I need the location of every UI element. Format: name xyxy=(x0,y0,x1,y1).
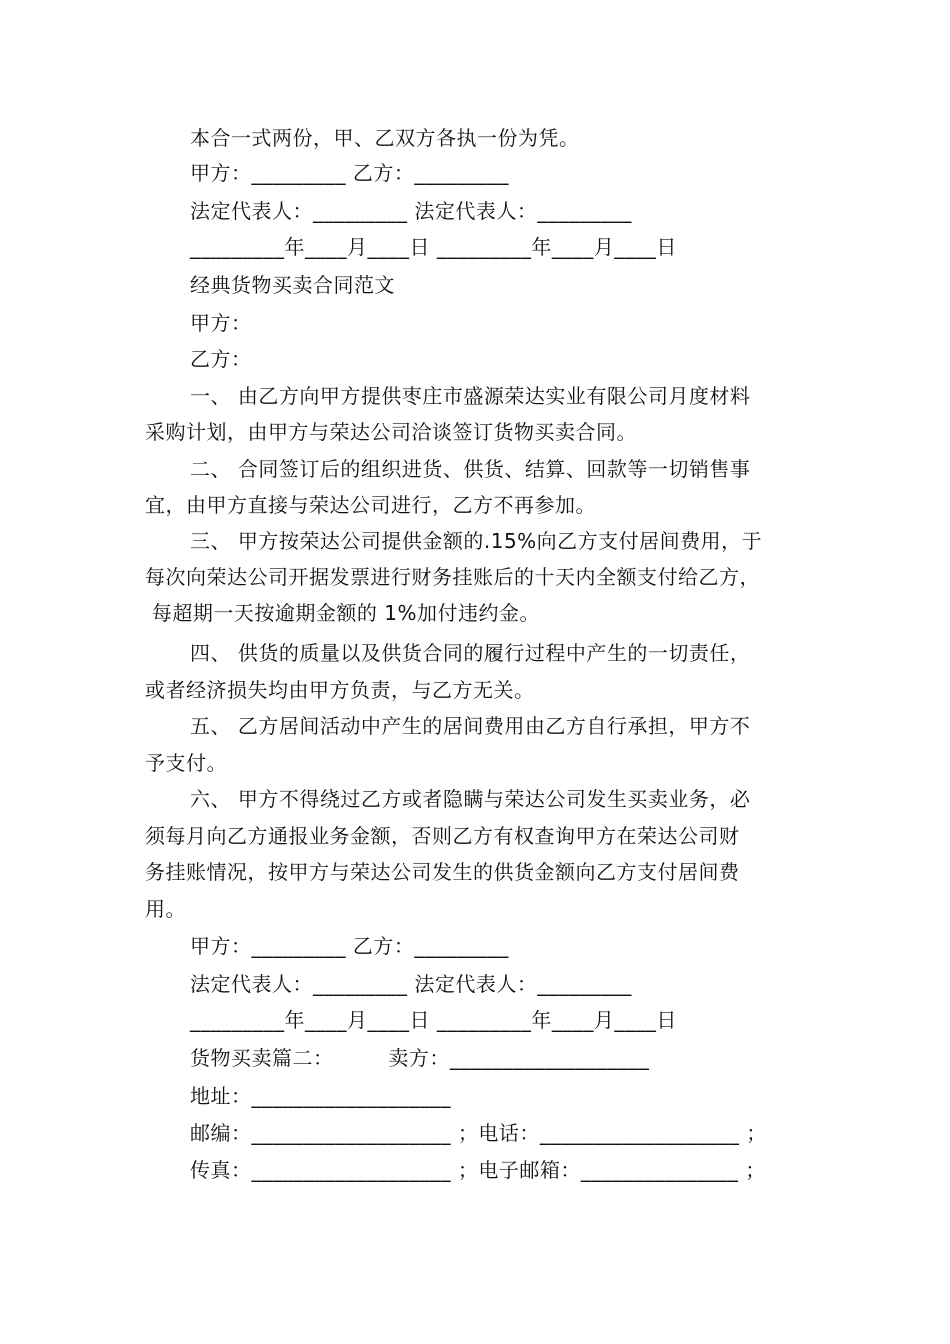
clause-6-line-4: 用。 xyxy=(145,897,186,921)
signature-line: 甲方：_________ 乙方：_________ xyxy=(190,934,509,958)
signature-line: 甲方：_________ 乙方：_________ xyxy=(190,161,509,185)
party-a-label: 甲方： xyxy=(190,311,252,335)
clause-3-line-2: 每次向荣达公司开据发票进行财务挂账后的十天内全额支付给乙方， xyxy=(145,565,760,589)
clause-6-line-3: 务挂账情况，按甲方与荣达公司发生的供货金额向乙方支付居间费 xyxy=(145,860,740,884)
representative-line: 法定代表人：_________ 法定代表人：_________ xyxy=(190,972,632,996)
clause-2-line-1: 二、 合同签订后的组织进货、供货、结算、回款等一切销售事 xyxy=(190,457,751,481)
fax-email-line: 传真：___________________ ；电子邮箱：_______________ ； xyxy=(190,1158,766,1182)
clause-4-line-1: 四、 供货的质量以及供货合同的履行过程中产生的一切责任， xyxy=(190,641,751,665)
clause-1-line-2: 采购计划，由甲方与荣达公司洽谈签订货物买卖合同。 xyxy=(145,420,637,444)
date-line: _________年____月____日 _________年____月____日 xyxy=(190,1008,677,1032)
date-line: _________年____月____日 _________年____月____日 xyxy=(190,235,677,259)
seller-line: 货物买卖篇二： 卖方：___________________ xyxy=(190,1046,650,1070)
clause-5-line-2: 予支付。 xyxy=(145,751,227,775)
postcode-phone-line: 邮编：___________________ ；电话：___________________ ； xyxy=(190,1121,767,1145)
clause-1-line-1: 一、 由乙方向甲方提供枣庄市盛源荣达实业有限公司月度材料 xyxy=(190,384,751,408)
section-title: 经典货物买卖合同范文 xyxy=(190,273,395,297)
representative-line: 法定代表人：_________ 法定代表人：_________ xyxy=(190,199,632,223)
clause-3-line-3: 每超期一天按逾期金额的 1%加付违约金。 xyxy=(145,601,540,625)
clause-6-line-2: 须每月向乙方通报业务金额，否则乙方有权查询甲方在荣达公司财 xyxy=(145,824,740,848)
clause-3-line-1: 三、 甲方按荣达公司提供金额的.15%向乙方支付居间费用，于 xyxy=(190,529,763,553)
clause-4-line-2: 或者经济损失均由甲方负责，与乙方无关。 xyxy=(145,678,535,702)
clause-2-line-2: 宜，由甲方直接与荣达公司进行，乙方不再参加。 xyxy=(145,493,596,517)
party-b-label: 乙方： xyxy=(190,347,252,371)
text-line: 本合一式两份，甲、乙双方各执一份为凭。 xyxy=(190,126,580,150)
clause-6-line-1: 六、 甲方不得绕过乙方或者隐瞒与荣达公司发生买卖业务，必 xyxy=(190,787,751,811)
clause-5-line-1: 五、 乙方居间活动中产生的居间费用由乙方自行承担，甲方不 xyxy=(190,714,751,738)
address-line: 地址：___________________ xyxy=(190,1084,451,1108)
